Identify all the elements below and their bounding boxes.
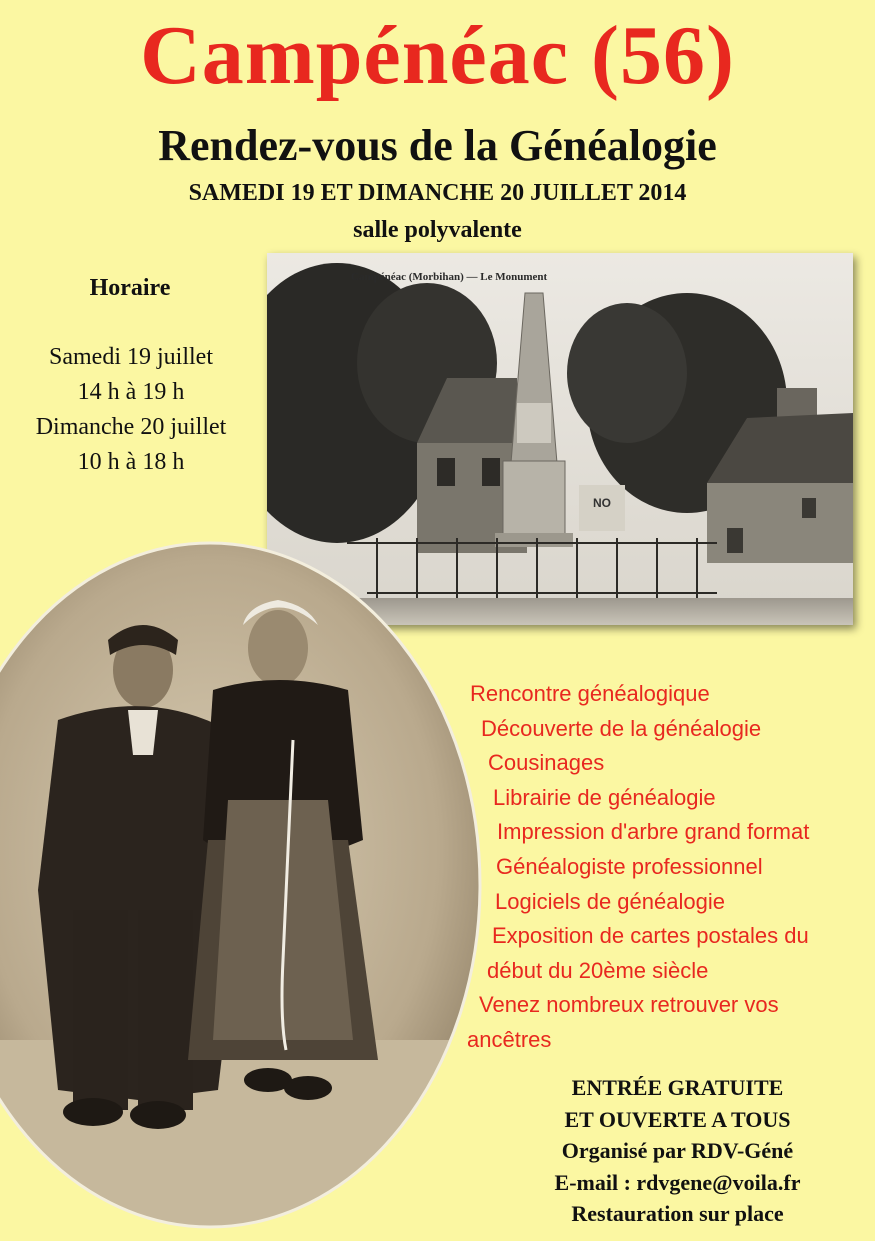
catering-note: Restauration sur place (571, 1201, 784, 1226)
postcard-sign-text: NO (593, 496, 611, 510)
poster-title: Campénéac (56) (140, 9, 735, 102)
poster-subtitle: Rendez-vous de la Généalogie (158, 121, 717, 170)
list-item: Impression d'arbre grand format (497, 819, 810, 845)
horaire-line: Dimanche 20 juillet (35, 414, 227, 440)
footer-info (480, 1072, 875, 1230)
contact-email: E-mail : rdvgene@voila.fr (554, 1169, 801, 1195)
list-item: ancêtres (467, 1026, 552, 1052)
postcard-caption: Campénéac (Morbihan) — Le Monument (351, 271, 548, 283)
event-dates: SAMEDI 19 ET DIMANCHE 20 JUILLET 2014 (188, 180, 687, 206)
list-item: Venez nombreux retrouver vos (479, 992, 779, 1018)
list-item: Découverte de la généalogie (481, 715, 762, 741)
list-item: Librairie de généalogie (493, 784, 716, 810)
horaire-line: Samedi 19 juillet (49, 344, 213, 370)
horaire-line: 10 h à 18 h (77, 449, 185, 475)
organizer: Organisé par RDV-Géné (561, 1138, 794, 1163)
entry-free: ENTRÉE GRATUITE (571, 1075, 784, 1100)
portrait-illustration (0, 540, 483, 1230)
list-item: Rencontre généalogique (470, 681, 710, 706)
event-venue: salle polyvalente (353, 217, 522, 243)
couple-portrait-photo (0, 540, 483, 1230)
list-item: début du 20ème siècle (487, 957, 709, 983)
horaire-line: 14 h à 19 h (77, 379, 185, 405)
horaire-heading: Horaire (89, 275, 171, 301)
activities-list (466, 677, 866, 1058)
open-to-all: ET OUVERTE A TOUS (564, 1106, 791, 1132)
horaire-list (0, 340, 262, 480)
list-item: Cousinages (488, 750, 605, 776)
list-item: Exposition de cartes postales du (492, 923, 809, 949)
list-item: Généalogiste professionnel (496, 853, 763, 879)
list-item: Logiciels de généalogie (495, 888, 725, 914)
